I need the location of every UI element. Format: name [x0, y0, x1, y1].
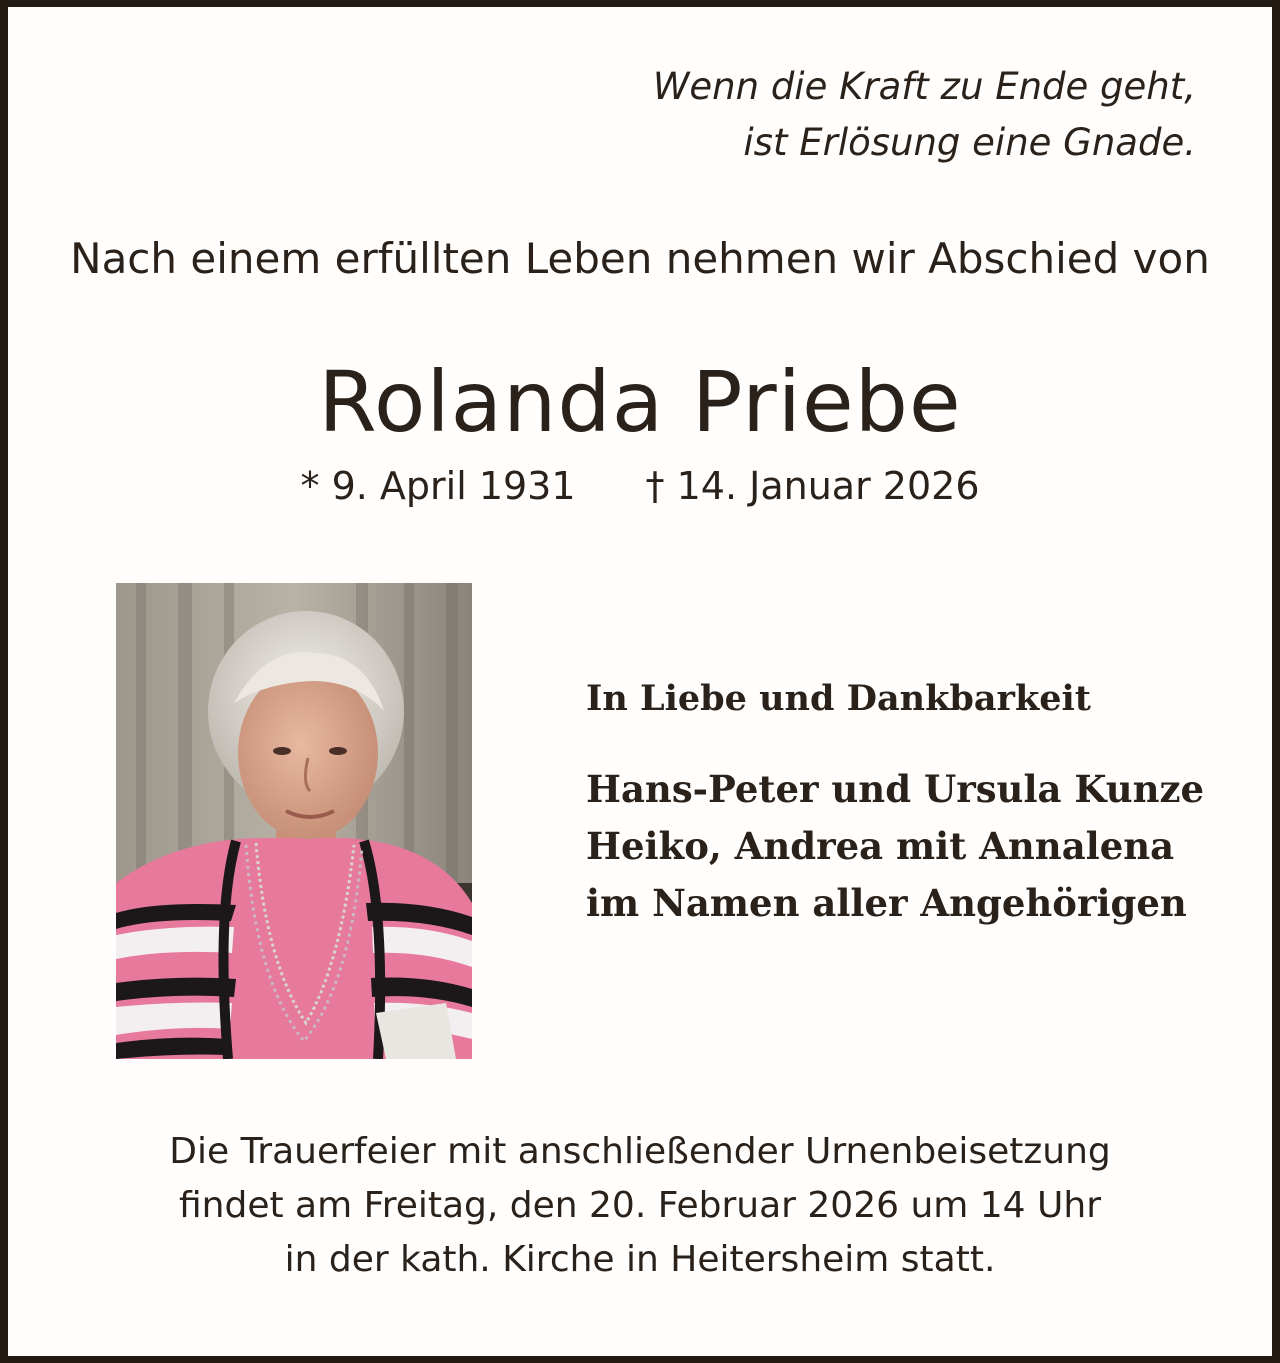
family-name-line: Heiko, Andrea mit Annalena [586, 824, 1175, 868]
service-line: findet am Freitag, den 20. Februar 2026 um 14 Uhr [178, 1185, 1101, 1226]
service-announcement [8, 1125, 1272, 1287]
motto-line-2: ist Erlösung eine Gnade. [743, 121, 1196, 164]
family-name-line: im Namen aller Angehörigen [586, 881, 1187, 925]
birth-date: * 9. April 1931 [300, 464, 576, 508]
family-names [586, 761, 1204, 932]
deceased-name: Rolanda Priebe [318, 353, 962, 451]
motto-line-1: Wenn die Kraft zu Ende geht, [652, 65, 1196, 108]
life-dates [8, 459, 1272, 513]
death-date: † 14. Januar 2026 [645, 464, 980, 508]
intro-text: Nach einem erfüllten Leben nehmen wir Abschied von [70, 234, 1210, 283]
motto-quote [653, 59, 1196, 171]
service-line: Die Trauerfeier mit anschließender Urnenbeisetzung [169, 1131, 1111, 1172]
portrait-photo [116, 583, 472, 1059]
family-signature [586, 671, 1204, 932]
service-line: in der kath. Kirche in Heitersheim statt. [284, 1239, 996, 1280]
family-name-line: Hans-Peter und Ursula Kunze [586, 767, 1205, 811]
family-lead: In Liebe und Dankbarkeit [586, 678, 1091, 719]
